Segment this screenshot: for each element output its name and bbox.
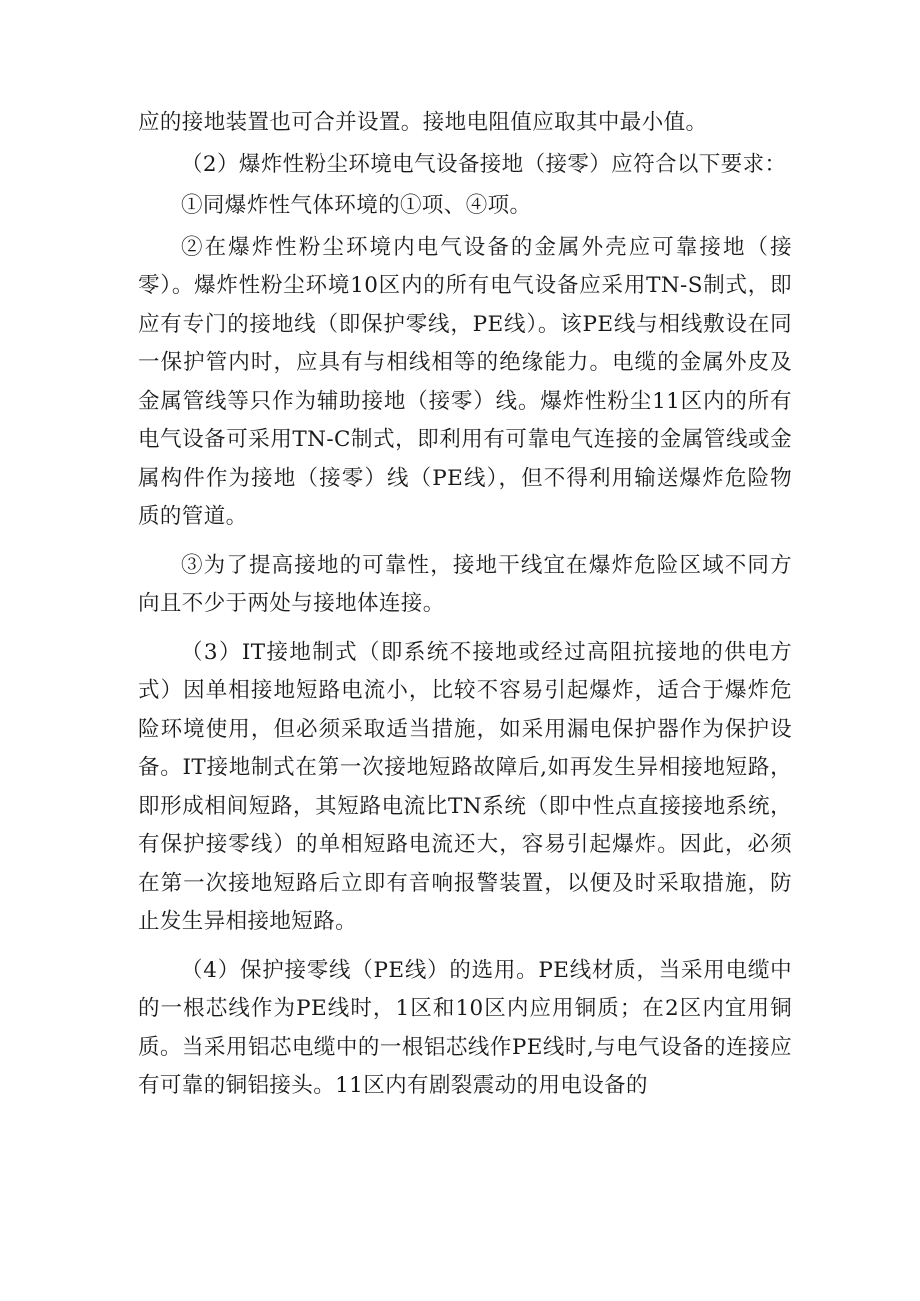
paragraph-item-3: （3）IT接地制式（即系统不接地或经过高阻抗接地的供电方式）因单相接地短路电流小，比较不容易引起爆炸，适合于爆炸危险环境使用，但必须采取适当措施，如采用漏电保护器作为保护设备。IT接地制式在第一次接地短路故障后,如再发生异相接地短路，即形成相间短路，其短路电流比TN系统（即中性点直接接地系统，有保护接零线）的单相短路电流还大，容易引起爆炸。因此，必须在第一次接地短路后立即有音响报警装置，以便及时采取措施，防止发生异相接地短路。 [138, 639, 792, 934]
paragraph-subitem-2: ②在爆炸性粉尘环境内电气设备的金属外壳应可靠接地（接零）。爆炸性粉尘环境10区内的所有电气设备应采用TN-S制式，即应有专门的接地线（即保护零线，PE线）。该PE线与相线敷设在同一保护管内时，应具有与相线相等的绝缘能力。电缆的金属外皮及金属管线等只作为辅助接地（接零）线。爆炸性粉尘11区内的所有电气设备可采用TN-C制式，即利用有可靠电气连接的金属管线或金属构件作为接地（接零）线（PE线），但不得利用输送爆炸危险物质的管道。 [138, 234, 792, 529]
paragraph-subitem-1: ①同爆炸性气体环境的①项、④项。 [181, 193, 532, 218]
paragraph-subitem-3: ③为了提高接地的可靠性，接地干线宜在爆炸危险区域不同方向且不少于两处与接地体连接。 [138, 552, 792, 616]
paragraph-continuation: 应的接地装置也可合并设置。接地电阻值应取其中最小值。 [138, 110, 708, 135]
paragraph-item-4: （4）保护接零线（PE线）的选用。PE线材质，当采用电缆中的一根芯线作为PE线时，1区和10区内应用铜质；在2区内宜用铜质。当采用铝芯电缆中的一根铝芯线作PE线时,与电气设备的连接应有可靠的铜铝接头。11区内有剧裂震动的用电设备的 [138, 957, 792, 1098]
document-body [138, 104, 792, 1106]
paragraph-item-2: （2）爆炸性粉尘环境电气设备接地（接零）应符合以下要求： [181, 151, 787, 177]
